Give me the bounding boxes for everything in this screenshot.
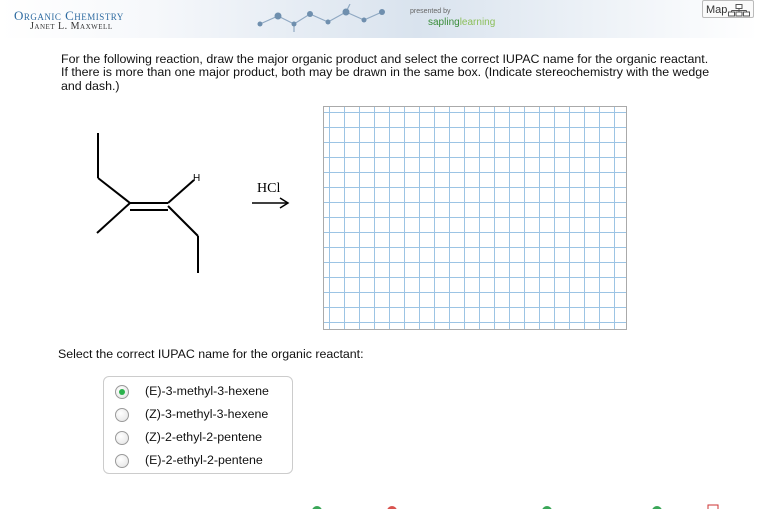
presented-by-text: presented by: [410, 8, 451, 15]
radio-icon[interactable]: [115, 408, 129, 422]
select-prompt: Select the correct IUPAC name for the organic reactant:: [58, 347, 364, 361]
toolbar-red-box-icon: [708, 505, 718, 509]
reactant-structure: [97, 133, 201, 273]
reaction-scheme: [90, 128, 310, 278]
option-label: (E)-2-ethyl-2-pentene: [145, 453, 263, 467]
app-header: [0, 0, 758, 38]
logo-part-sapling: sapling: [428, 17, 460, 28]
map-button-label: Map: [706, 4, 728, 16]
product-drawing-canvas[interactable]: [323, 106, 627, 330]
reagent-label: HCl: [257, 181, 281, 196]
option-z-2-ethyl-2-pentene[interactable]: [112, 428, 292, 448]
iupac-options-group: [103, 376, 293, 474]
map-button[interactable]: [702, 0, 754, 18]
option-e-2-ethyl-2-pentene[interactable]: [112, 451, 292, 471]
option-label: (Z)-2-ethyl-2-pentene: [145, 430, 263, 444]
radio-icon[interactable]: [115, 454, 129, 468]
logo-part-learning: learning: [459, 17, 496, 28]
bottom-toolbar-partial: [0, 502, 758, 509]
option-e-3-methyl-3-hexene[interactable]: [112, 382, 292, 402]
option-label: (E)-3-methyl-3-hexene: [145, 384, 269, 398]
radio-icon[interactable]: [115, 431, 129, 445]
sapling-learning-logo: [428, 17, 495, 28]
question-text: For the following reaction, draw the major organic product and select the correct IUPAC name for the organic reactant. If there is more than one major product, both may be drawn in the same box. (Indicate stereochemistry with the wedge and dash.): [61, 52, 710, 93]
course-title: Organic Chemistry: [14, 8, 124, 23]
hydrogen-label: H: [193, 173, 201, 184]
option-z-3-methyl-3-hexene[interactable]: [112, 405, 292, 425]
course-author: Janet L. Maxwell: [30, 21, 113, 32]
option-label: (Z)-3-methyl-3-hexene: [145, 407, 269, 421]
reaction-arrow: [252, 198, 288, 208]
sitemap-icon: [728, 4, 750, 17]
molecule-banner-decoration: [250, 4, 400, 34]
radio-selected-icon[interactable]: [115, 385, 129, 399]
